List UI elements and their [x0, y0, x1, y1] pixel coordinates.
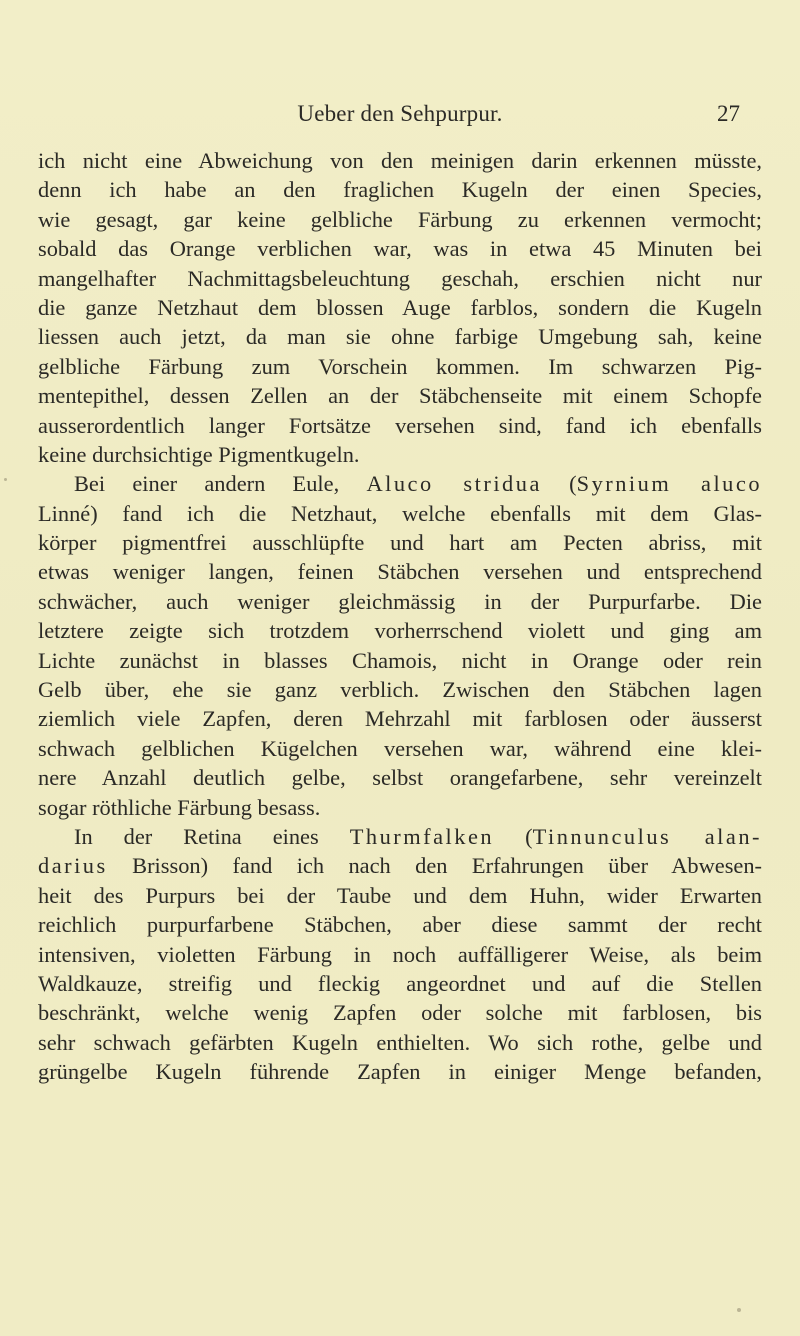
paper-speck [737, 1308, 741, 1312]
text-line: Gelb über, ehe sie ganz verblich. Zwischen den Stäbchen lagen [38, 677, 762, 703]
species-name: Thurmfalken [349, 823, 495, 849]
text-line: grüngelbe Kugeln führende Zapfen in einiger Menge befanden, [38, 1059, 762, 1085]
text-line: mangelhafter Nachmittagsbeleuchtung geschah, erschien nicht nur [38, 265, 762, 291]
text-line: ziemlich viele Zapfen, deren Mehrzahl mit farblosen oder äusserst [38, 706, 762, 732]
text-line: sobald das Orange verblichen war, was in etwa 45 Minuten bei [38, 236, 762, 262]
text-run: Bei einer andern Eule, [74, 471, 367, 497]
text-line: ich nicht eine Abweichung von den meinigen darin erkennen müsste, [38, 148, 762, 173]
text-line: sogar röthliche Färbung besass. [38, 794, 321, 820]
text-line: wie gesagt, gar keine gelbliche Färbung zu erkennen vermocht; [38, 206, 762, 232]
text-line: mentepithel, dessen Zellen an der Stäbchenseite mit einem Schopfe [38, 383, 762, 409]
species-name: darius [38, 853, 108, 879]
running-head: Ueber den Sehpurpur. [297, 101, 503, 126]
text-line: Lichte zunächst in blasses Chamois, nicht in Orange oder rein [38, 647, 762, 673]
text-line: reichlich purpurfarbene Stäbchen, aber diese sammt der recht [38, 912, 762, 938]
text-line: Waldkauze, streifig und fleckig angeordnet und auf die Stellen [38, 970, 762, 996]
species-name: Aluco stridua [366, 471, 542, 497]
text-run: Brisson) fand ich nach den Erfahrungen über Abwesen- [107, 853, 762, 879]
text-line [38, 822, 762, 851]
text-line [38, 469, 762, 498]
text-line: schwach gelblichen Kügelchen versehen war, während eine klei- [38, 735, 762, 761]
text-run: ( [541, 471, 577, 497]
text-line: keine durchsichtige Pigmentkugeln. [38, 441, 360, 467]
body-text [38, 146, 762, 1087]
species-name: Syrnium aluco [576, 471, 763, 497]
species-name: Tinnunculus alan- [532, 823, 762, 849]
page-header [0, 101, 800, 131]
text-line: beschränkt, welche wenig Zapfen oder solche mit farblosen, bis [38, 1000, 762, 1026]
text-run: ( [494, 823, 533, 849]
text-line: liessen auch jetzt, da man sie ohne farbige Umgebung sah, keine [38, 324, 762, 350]
text-line: körper pigmentfrei ausschlüpfte und hart am Pecten abriss, mit [38, 530, 762, 556]
text-line: denn ich habe an den fraglichen Kugeln der einen Species, [38, 177, 762, 203]
text-line: intensiven, violetten Färbung in noch auffälligerer Weise, als beim [38, 941, 762, 967]
text-run: In der Retina eines [74, 823, 350, 849]
text-line: sehr schwach gefärbten Kugeln enthielten. Wo sich rothe, gelbe und [38, 1029, 762, 1055]
text-line: letztere zeigte sich trotzdem vorherrschend violett und ging am [38, 618, 762, 644]
text-line: schwächer, auch weniger gleichmässig in der Purpurfarbe. Die [38, 588, 762, 614]
text-line: die ganze Netzhaut dem blossen Auge farblos, sondern die Kugeln [38, 294, 762, 320]
text-line: Linné) fand ich die Netzhaut, welche ebenfalls mit dem Glas- [38, 500, 762, 526]
paper-speck [4, 478, 7, 481]
text-line: etwas weniger langen, feinen Stäbchen versehen und entsprechend [38, 559, 762, 585]
text-line: nere Anzahl deutlich gelbe, selbst orangefarbene, sehr vereinzelt [38, 765, 762, 791]
page-number: 27 [717, 101, 740, 126]
text-line: ausserordentlich langer Fortsätze versehen sind, fand ich ebenfalls [38, 412, 762, 438]
text-line: gelbliche Färbung zum Vorschein kommen. Im schwarzen Pig- [38, 353, 762, 379]
text-line: heit des Purpurs bei der Taube und dem Huhn, wider Erwarten [38, 882, 762, 908]
text-line [38, 851, 762, 880]
